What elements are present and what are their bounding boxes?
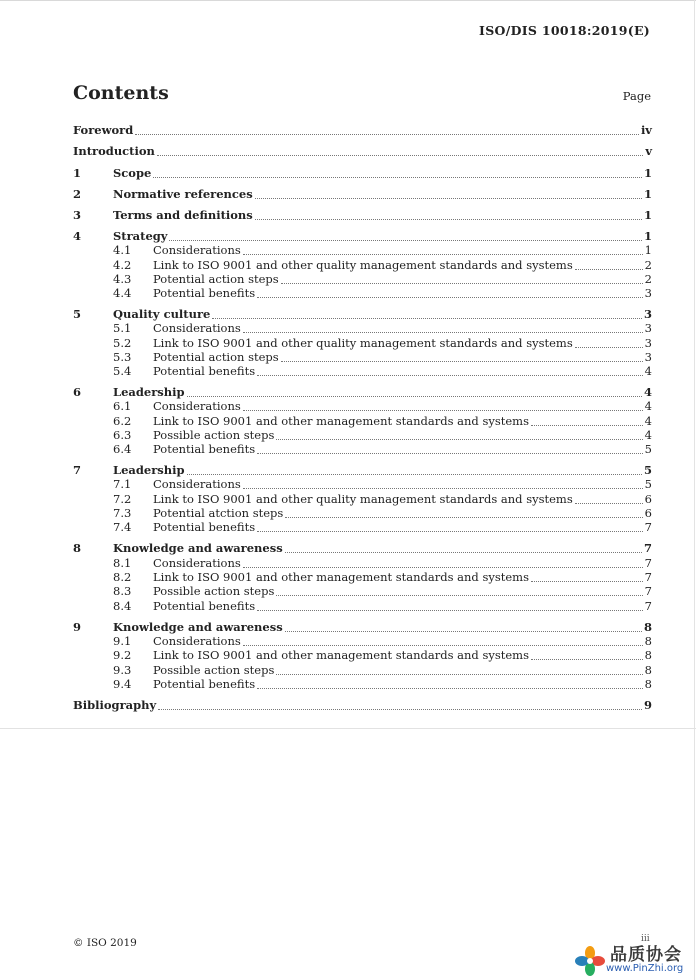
toc-entry-number: 7.1 [113, 477, 132, 491]
toc-entry-page: 8 [644, 648, 652, 662]
toc-entry-line [73, 166, 652, 180]
toc-entry-line [73, 385, 652, 399]
toc-entry-title: Link to ISO 9001 and other management standards and systems [153, 648, 529, 662]
toc-entry-title: Link to ISO 9001 and other quality management standards and systems [153, 492, 573, 506]
toc-dot-leader [255, 216, 642, 220]
toc-entry-number: 8 [73, 541, 82, 555]
document-id: ISO/DIS 10018:2019(E) [479, 23, 650, 38]
toc-entry-page: 7 [644, 556, 652, 570]
toc-entry-page: 1 [643, 187, 652, 201]
toc-dot-leader [243, 485, 643, 489]
toc-entry-line [73, 321, 652, 335]
toc-entry-number: 9.2 [113, 648, 132, 662]
toc-entry-line [73, 620, 652, 634]
toc-dot-leader [255, 195, 642, 199]
toc-entry-title: Bibliography [73, 698, 157, 712]
toc-entry-page: 4 [644, 428, 652, 442]
toc-dot-leader [257, 294, 643, 298]
toc-entry-title: Link to ISO 9001 and other management standards and systems [153, 570, 529, 584]
toc-entry-title: Knowledge and awareness [113, 620, 283, 634]
toc-entry-number: 8.3 [113, 584, 132, 598]
toc-entry-line [73, 506, 652, 520]
toc-entry-page: 2 [644, 272, 652, 286]
page-separator [0, 728, 696, 729]
toc-entry-number: 8.1 [113, 556, 132, 570]
toc-dot-leader [575, 500, 643, 504]
toc-entry[interactable] [73, 506, 652, 520]
toc-dot-leader [531, 578, 643, 582]
toc-dot-leader [212, 315, 642, 319]
toc-entry-page: 8 [643, 620, 652, 634]
toc-entry[interactable] [73, 599, 652, 613]
right-border [694, 0, 695, 980]
contents-heading: Contents [73, 82, 169, 104]
toc-entry-number: 6.4 [113, 442, 132, 456]
toc-entry-title: Quality culture [113, 307, 211, 321]
toc-entry-page: 5 [644, 477, 652, 491]
toc-entry-page: 7 [644, 570, 652, 584]
toc-entry[interactable] [73, 541, 652, 555]
toc-entry-line [73, 570, 652, 584]
page-number: iii [641, 934, 650, 944]
toc-entry[interactable] [73, 144, 652, 158]
toc-entry-number: 6.2 [113, 414, 132, 428]
toc-entry-page: 4 [643, 385, 652, 399]
toc-entry-title: Leadership [113, 385, 185, 399]
toc-entry-page: iv [640, 123, 652, 137]
toc-entry-number: 6 [73, 385, 82, 399]
toc-entry-number: 7.2 [113, 492, 132, 506]
toc-entry-line [73, 463, 652, 477]
toc-entry-page: 9 [643, 698, 652, 712]
toc-entry-title: Potential action steps [153, 272, 279, 286]
toc-entry-page: 3 [644, 350, 652, 364]
toc-dot-leader [158, 706, 642, 710]
toc-entry[interactable] [73, 272, 652, 286]
watermark-url: www.PinZhi.org [606, 963, 684, 974]
toc-entry-page: 6 [644, 492, 652, 506]
toc-dot-leader [575, 266, 643, 270]
toc-entry[interactable] [73, 520, 652, 534]
toc-entry-page: 5 [644, 442, 652, 456]
toc-entry-page: 4 [644, 399, 652, 413]
toc-entry[interactable] [73, 584, 652, 598]
toc-entry[interactable] [73, 258, 652, 272]
toc-dot-leader [281, 280, 643, 284]
toc-entry-title: Considerations [153, 634, 241, 648]
toc-entry-number: 9.1 [113, 634, 132, 648]
toc-entry-number: 9.4 [113, 677, 132, 691]
toc-entry-title: Considerations [153, 399, 241, 413]
toc-entry-page: 3 [643, 307, 652, 321]
toc-entry-number: 1 [73, 166, 82, 180]
toc-entry[interactable] [73, 698, 652, 712]
toc-entry[interactable] [73, 243, 652, 257]
toc-entry-number: 4.4 [113, 286, 132, 300]
toc-entry-title: Normative references [113, 187, 253, 201]
toc-entry-line [73, 442, 652, 456]
toc-dot-leader [276, 671, 642, 675]
toc-dot-leader [257, 450, 643, 454]
toc-entry-number: 7.4 [113, 520, 132, 534]
toc-dot-leader [257, 607, 643, 611]
copyright-notice: © ISO 2019 [73, 937, 137, 949]
toc-entry-title: Potential benefits [153, 286, 256, 300]
toc-entry-page: 3 [644, 286, 652, 300]
toc-entry[interactable] [73, 364, 652, 378]
toc-entry-title: Link to ISO 9001 and other management standards and systems [153, 414, 529, 428]
toc-entry[interactable] [73, 123, 652, 137]
toc-dot-leader [153, 174, 642, 178]
toc-entry-title: Introduction [73, 144, 155, 158]
top-border [0, 0, 696, 1]
toc-entry-line [73, 634, 652, 648]
toc-entry-number: 8.4 [113, 599, 132, 613]
toc-entry-number: 6.3 [113, 428, 132, 442]
toc-entry-title: Possible action steps [153, 428, 275, 442]
toc-entry-title: Terms and definitions [113, 208, 253, 222]
toc-entry-line [73, 272, 652, 286]
toc-entry[interactable] [73, 556, 652, 570]
toc-dot-leader [187, 393, 642, 397]
toc-entry-line [73, 144, 652, 158]
toc-dot-leader [169, 237, 642, 241]
toc-dot-leader [285, 514, 642, 518]
toc-dot-leader [281, 358, 643, 362]
toc-entry[interactable] [73, 321, 652, 335]
toc-entry[interactable] [73, 570, 652, 584]
toc-dot-leader [531, 656, 643, 660]
toc-dot-leader [157, 152, 643, 156]
toc-entry-page: 8 [644, 663, 652, 677]
toc-entry-line [73, 414, 652, 428]
toc-entry-title: Strategy [113, 229, 168, 243]
toc-dot-leader [276, 592, 642, 596]
toc-entry[interactable] [73, 187, 652, 201]
toc-entry-line [73, 648, 652, 662]
toc-entry-number: 6.1 [113, 399, 132, 413]
toc-entry-line [73, 243, 652, 257]
toc-entry-title: Considerations [153, 556, 241, 570]
toc-entry-number: 9.3 [113, 663, 132, 677]
toc-entry-title: Potential benefits [153, 520, 256, 534]
toc-entry[interactable] [73, 463, 652, 477]
toc-entry-line [73, 123, 652, 137]
toc-entry-line [73, 399, 652, 413]
toc-entry-line [73, 520, 652, 534]
toc-entry-number: 5.2 [113, 336, 132, 350]
toc-entry-number: 5.3 [113, 350, 132, 364]
toc-entry-line [73, 698, 652, 712]
toc-entry[interactable] [73, 286, 652, 300]
toc-entry-title: Potential benefits [153, 677, 256, 691]
toc-entry[interactable] [73, 208, 652, 222]
toc-entry-title: Possible action steps [153, 584, 275, 598]
toc-entry-page: v [645, 144, 652, 158]
toc-entry[interactable] [73, 399, 652, 413]
toc-entry-line [73, 258, 652, 272]
toc-entry[interactable] [73, 477, 652, 491]
toc-entry[interactable] [73, 677, 652, 691]
toc-entry-page: 1 [643, 208, 652, 222]
toc-entry-number: 8.2 [113, 570, 132, 584]
toc-entry-title: Potential atction steps [153, 506, 284, 520]
toc-entry-title: Scope [113, 166, 152, 180]
toc-entry-title: Link to ISO 9001 and other quality management standards and systems [153, 258, 573, 272]
toc-entry-line [73, 663, 652, 677]
toc-entry-line [73, 286, 652, 300]
toc-entry-page: 2 [644, 258, 652, 272]
toc-dot-leader [243, 564, 643, 568]
toc-entry-line [73, 187, 652, 201]
toc-entry-line [73, 477, 652, 491]
toc-entry[interactable] [73, 492, 652, 506]
toc-entry-number: 5.1 [113, 321, 132, 335]
toc-dot-leader [135, 131, 639, 135]
toc-entry-number: 5.4 [113, 364, 132, 378]
toc-entry-page: 3 [644, 321, 652, 335]
toc-dot-leader [257, 528, 643, 532]
toc-entry-line [73, 350, 652, 364]
toc-entry-line [73, 307, 652, 321]
toc-entry-page: 8 [644, 677, 652, 691]
toc-dot-leader [276, 436, 642, 440]
toc-entry-line [73, 229, 652, 243]
toc-entry-page: 7 [644, 520, 652, 534]
toc-entry-number: 7 [73, 463, 82, 477]
toc-entry-title: Potential benefits [153, 364, 256, 378]
toc-dot-leader [257, 372, 643, 376]
toc-entry-line [73, 541, 652, 555]
toc-entry-number: 5 [73, 307, 82, 321]
toc-entry-page: 3 [644, 336, 652, 350]
toc-entry-line [73, 428, 652, 442]
toc-entry-line [73, 556, 652, 570]
toc-entry-page: 4 [644, 414, 652, 428]
toc-dot-leader [243, 407, 643, 411]
toc-entry-number: 9 [73, 620, 82, 634]
toc-entry[interactable] [73, 385, 652, 399]
toc-entry-number: 4.2 [113, 258, 132, 272]
toc-entry-page: 1 [643, 229, 652, 243]
toc-entry-number: 4.3 [113, 272, 132, 286]
toc-dot-leader [187, 471, 642, 475]
toc-entry-line [73, 336, 652, 350]
toc-entry[interactable] [73, 620, 652, 634]
toc-entry-page: 8 [644, 634, 652, 648]
toc-entry-page: 4 [644, 364, 652, 378]
toc-dot-leader [257, 685, 643, 689]
toc-entry-number: 4 [73, 229, 82, 243]
toc-entry-line [73, 599, 652, 613]
toc-entry[interactable] [73, 648, 652, 662]
watermark-brand: 品质协会 [610, 945, 682, 965]
toc-entry-page: 5 [643, 463, 652, 477]
toc-entry-title: Foreword [73, 123, 134, 137]
toc-entry-number: 3 [73, 208, 82, 222]
toc-entry-page: 1 [644, 243, 652, 257]
toc-entry-title: Considerations [153, 321, 241, 335]
toc-dot-leader [243, 642, 643, 646]
toc-entry[interactable] [73, 663, 652, 677]
toc-entry[interactable] [73, 428, 652, 442]
toc-entry-title: Potential benefits [153, 442, 256, 456]
toc-entry-number: 7.3 [113, 506, 132, 520]
toc-entry[interactable] [73, 442, 652, 456]
toc-entry-title: Considerations [153, 477, 241, 491]
toc-entry-number: 2 [73, 187, 82, 201]
toc-entry-title: Link to ISO 9001 and other quality management standards and systems [153, 336, 573, 350]
toc-dot-leader [243, 251, 643, 255]
toc-entry-number: 4.1 [113, 243, 132, 257]
toc-entry-page: 7 [644, 584, 652, 598]
toc-entry-line [73, 364, 652, 378]
toc-entry[interactable] [73, 307, 652, 321]
toc-entry[interactable] [73, 414, 652, 428]
toc-entry-page: 6 [644, 506, 652, 520]
toc-entry[interactable] [73, 634, 652, 648]
toc-entry[interactable] [73, 350, 652, 364]
toc-entry-title: Potential action steps [153, 350, 279, 364]
toc-entry-title: Possible action steps [153, 663, 275, 677]
page-column-label: Page [622, 89, 651, 103]
toc-dot-leader [575, 344, 643, 348]
flower-logo-icon [574, 944, 606, 976]
toc-dot-leader [243, 329, 643, 333]
toc-entry-page: 7 [644, 599, 652, 613]
toc-entry-page: 1 [643, 166, 652, 180]
toc-dot-leader [531, 422, 643, 426]
toc-entry[interactable] [73, 166, 652, 180]
toc-entry[interactable] [73, 229, 652, 243]
toc-entry-title: Considerations [153, 243, 241, 257]
toc-entry-title: Knowledge and awareness [113, 541, 283, 555]
toc-entry-title: Potential benefits [153, 599, 256, 613]
toc-entry-title: Leadership [113, 463, 185, 477]
toc-entry-page: 7 [643, 541, 652, 555]
toc-entry-line [73, 492, 652, 506]
toc-entry-line [73, 584, 652, 598]
toc-entry-line [73, 677, 652, 691]
toc-entry-line [73, 208, 652, 222]
toc-dot-leader [285, 549, 642, 553]
toc-dot-leader [285, 628, 642, 632]
toc-entry[interactable] [73, 336, 652, 350]
watermark-logo [574, 940, 694, 978]
